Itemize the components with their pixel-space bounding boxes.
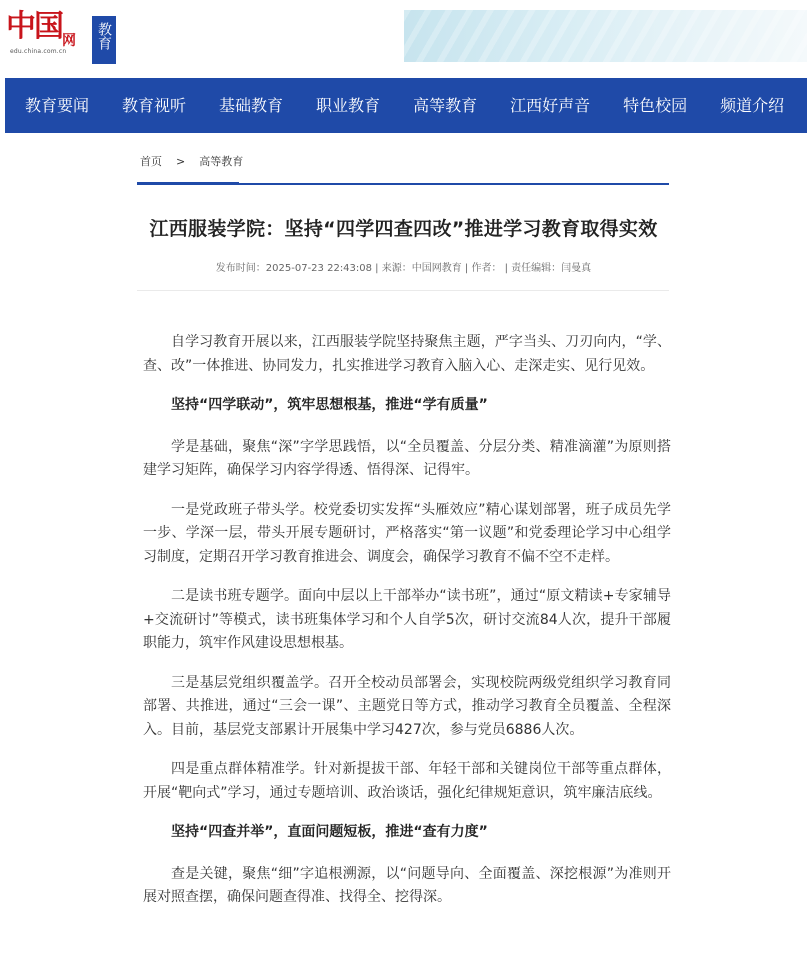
nav-item-vocational[interactable]: 职业教育 bbox=[316, 96, 381, 115]
article-paragraph: 一是党政班子带头学。校党委切实发挥“头雁效应”精心谋划部署，班子成员先学一步、学深一层，带头开展专题研讨，严格落实“第一议题”和党委理论学习中心组学习制度，定期召开学习教育推进会、调度会，确保学习教育不偏不空不走样。 bbox=[143, 501, 671, 565]
article-subheading: 坚持“四查并举”，直面问题短板，推进“查有力度” bbox=[171, 824, 488, 840]
site-logo[interactable] bbox=[6, 8, 111, 60]
breadcrumb-home[interactable]: 首页 bbox=[140, 155, 162, 168]
breadcrumb bbox=[140, 153, 257, 169]
logo-wang: 网 bbox=[62, 33, 76, 49]
article-paragraph: 二是读书班专题学。面向中层以上干部举办“读书班”，通过“原文精读+专家辅导+交流研讨”等模式，读书班集体学习和个人自学5次，研讨交流84人次，提升干部履职能力，筑牢作风建设思想根基。 bbox=[143, 588, 671, 651]
logo-mark: 中国 bbox=[6, 9, 62, 44]
breadcrumb-section[interactable]: 高等教育 bbox=[199, 155, 244, 168]
article-paragraph: 学是基础，聚焦“深”字学思践悟，以“全员覆盖、分层分类、精准滴灌”为原则搭建学习矩阵，确保学习内容学得透、悟得深、记得牢。 bbox=[143, 438, 671, 478]
article-paragraph: 三是基层党组织覆盖学。召开全校动员部署会，实现校院两级党组织学习教育同部署、共推进，通过“三会一课”、主题党日等方式，推动学习教育全员覆盖、全程深入。目前，基层党支部累计开展集中学习427次，参与党员6886人次。 bbox=[143, 674, 671, 738]
article-subheading: 坚持“四学联动”，筑牢思想根基，推进“学有质量” bbox=[171, 397, 488, 413]
nav-item-basic-edu[interactable]: 基础教育 bbox=[219, 96, 284, 115]
channel-badge bbox=[92, 16, 116, 64]
nav-item-campus[interactable]: 特色校园 bbox=[623, 96, 688, 115]
logo-url: edu.china.com.cn bbox=[10, 48, 67, 55]
nav-item-video[interactable]: 教育视听 bbox=[122, 96, 187, 115]
nav-item-about[interactable]: 频道介绍 bbox=[720, 96, 785, 115]
breadcrumb-separator: > bbox=[176, 155, 186, 168]
header-banner bbox=[404, 10, 807, 62]
nav-item-higher-edu[interactable]: 高等教育 bbox=[413, 96, 478, 115]
main-nav bbox=[5, 78, 807, 133]
nav-item-news[interactable]: 教育要闻 bbox=[25, 96, 90, 115]
article-paragraph: 四是重点群体精准学。针对新提拔干部、年轻干部和关键岗位干部等重点群体，开展“靶向式”学习，通过专题培训、政治谈话，强化纪律规矩意识，筑牢廉洁底线。 bbox=[143, 761, 671, 801]
article-paragraph: 自学习教育开展以来，江西服装学院坚持聚焦主题，严字当头、刀刃向内，“学、查、改”一体推进、协同发力，扎实推进学习教育入脑入心、走深走实、见行见效。 bbox=[143, 334, 671, 374]
site-header bbox=[0, 0, 807, 78]
article-body bbox=[143, 331, 671, 926]
meta-divider bbox=[137, 290, 669, 291]
article-title: 江西服装学院：坚持“四学四查四改”推进学习教育取得实效 bbox=[149, 218, 658, 240]
article-paragraph: 查是关键，聚焦“细”字追根溯源，以“问题导向、全面覆盖、深挖根源”为准则开展对照查摆，确保问题查得准、找得全、挖得深。 bbox=[143, 865, 671, 905]
nav-item-jiangxi[interactable]: 江西好声音 bbox=[510, 96, 591, 115]
breadcrumb-divider bbox=[137, 183, 669, 185]
article-meta: 发布时间：2025-07-23 22:43:08 | 来源：中国网教育 | 作者： | 责任编辑：闫曼真 bbox=[215, 263, 592, 274]
channel-badge-text: 教育 bbox=[96, 22, 112, 50]
